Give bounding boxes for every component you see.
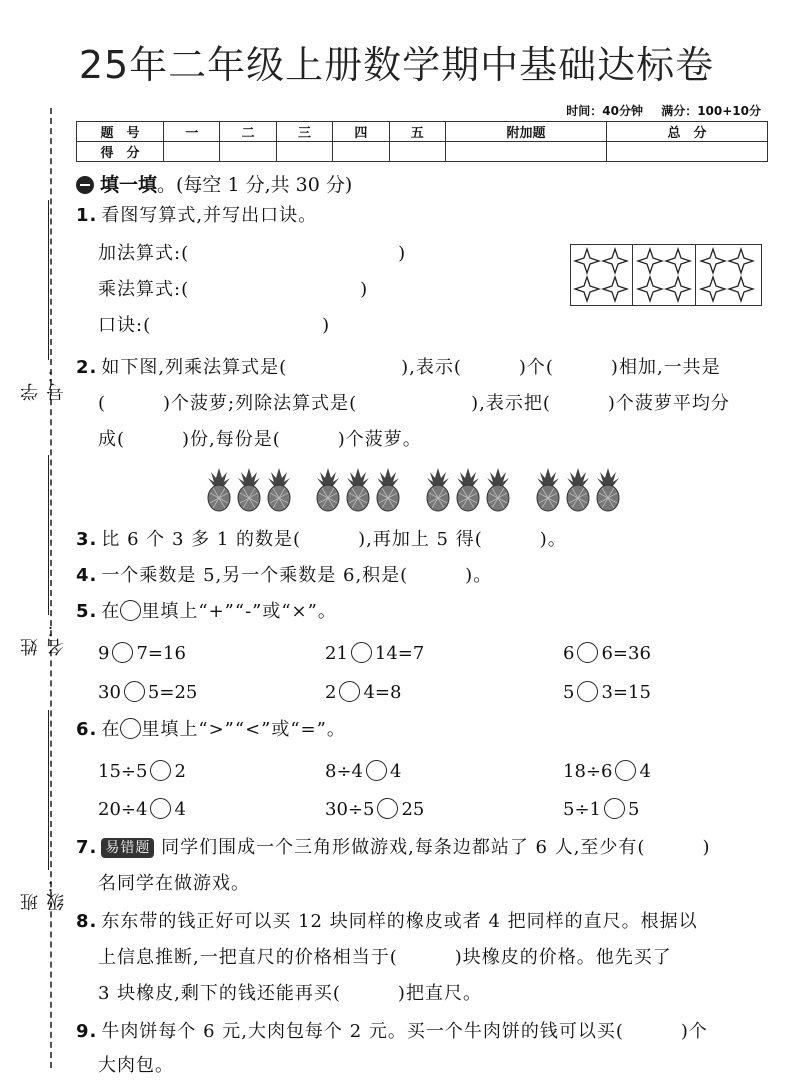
star-grid <box>570 244 762 306</box>
operand: 30 <box>98 682 121 703</box>
header-cell: 一 <box>164 122 220 142</box>
header-cell: 附加题 <box>445 122 606 142</box>
q6-item <box>563 760 651 782</box>
q5-item <box>98 642 186 664</box>
class-line <box>48 710 49 870</box>
q1-addition-line[interactable]: 加法算式:( ) <box>98 243 407 264</box>
question-3 <box>76 522 567 558</box>
question-number: 8. <box>76 911 98 932</box>
q1-multiplication-line[interactable]: 乘法算式:( ) <box>98 279 369 300</box>
pineapple-icon <box>534 466 624 514</box>
answer-circle[interactable] <box>150 798 171 819</box>
question-6 <box>76 712 346 748</box>
header-cell: 四 <box>333 122 389 142</box>
pineapple-icon <box>205 466 295 514</box>
question-number: 5. <box>76 601 98 622</box>
question-4 <box>76 558 492 594</box>
four-point-star-icon <box>634 245 696 305</box>
operand: 6 <box>563 643 575 664</box>
question-text[interactable]: 如下图,列乘法算式是( ),表示( )个( )相加,一共是 <box>101 357 721 378</box>
question-2 <box>76 350 721 386</box>
question-number: 7. <box>76 837 98 858</box>
q6-item <box>98 760 186 782</box>
q8-line-2[interactable]: 上信息推断,一把直尺的价格相当于( )块橡皮的价格。他先买了 <box>98 947 672 968</box>
operand: 4 <box>639 761 651 782</box>
score-table-score-row <box>77 142 768 162</box>
operand: 4 <box>390 761 402 782</box>
star-group <box>697 245 759 305</box>
operand: 2 <box>174 761 186 782</box>
operand: 5=25 <box>147 682 198 703</box>
question-text[interactable]: 比 6 个 3 多 1 的数是( ),再加上 5 得( )。 <box>101 529 567 550</box>
name-label: 姓名： <box>20 620 67 656</box>
question-1 <box>76 198 317 234</box>
q7-line-2: 名同学在做游戏。 <box>98 873 250 894</box>
q9-line-2: 大肉包。 <box>98 1055 174 1076</box>
score-cell[interactable] <box>445 142 606 162</box>
operand: 5 <box>628 799 640 820</box>
score-cell[interactable] <box>389 142 445 162</box>
header-cell: 二 <box>220 122 276 142</box>
section-title: 填一填 <box>100 174 158 196</box>
name-line <box>48 455 49 615</box>
time-info: 时间：40分钟 <box>566 104 643 118</box>
operand: 8÷4 <box>325 761 363 782</box>
score-row-label: 得 分 <box>77 142 164 162</box>
score-cell[interactable] <box>606 142 767 162</box>
section-number-icon <box>76 176 94 194</box>
operand: 7=16 <box>136 643 186 664</box>
four-point-star-icon <box>697 245 759 305</box>
section-heading <box>76 170 352 197</box>
pineapple-icon <box>424 466 514 514</box>
star-group <box>571 245 633 305</box>
exam-info <box>552 102 761 119</box>
q6-item <box>325 798 424 820</box>
q5-item <box>563 642 651 664</box>
operand: 15÷5 <box>98 761 148 782</box>
operand: 21 <box>325 643 348 664</box>
pineapple-icon <box>314 466 404 514</box>
student-id-line <box>48 200 49 360</box>
question-number: 1. <box>76 205 98 226</box>
score-table <box>76 121 768 162</box>
circle-icon <box>120 718 141 739</box>
q5-item <box>98 681 197 703</box>
operand: 18÷6 <box>563 761 613 782</box>
q2-line-3[interactable]: 成( )份,每份是( )个菠萝。 <box>98 429 422 450</box>
question-text-post: 里填上“>”“<”或“=”。 <box>141 719 346 740</box>
operand: 4 <box>174 799 186 820</box>
question-text-post: 里填上“+”“-”或“×”。 <box>141 601 337 622</box>
answer-circle[interactable] <box>124 681 145 702</box>
operand: 25 <box>401 799 425 820</box>
question-text-pre: 在 <box>101 601 121 622</box>
header-cell: 总 分 <box>606 122 767 142</box>
class-label: 班级： <box>20 875 67 911</box>
score-cell[interactable] <box>164 142 220 162</box>
page-title: 25年二年级上册数学期中基础达标卷 <box>78 43 715 87</box>
question-text: 东东带的钱正好可以买 12 块同样的橡皮或者 4 把同样的直尺。根据以 <box>101 911 698 932</box>
question-number: 3. <box>76 529 98 550</box>
question-5 <box>76 594 337 630</box>
pineapple-group <box>424 466 514 518</box>
operand: 5÷1 <box>563 799 601 820</box>
q6-item <box>563 798 639 820</box>
operand: 30÷5 <box>325 799 375 820</box>
answer-circle[interactable] <box>351 642 372 663</box>
operand: 14=7 <box>374 643 425 664</box>
answer-circle[interactable] <box>577 642 598 663</box>
operand: 9 <box>98 643 110 664</box>
question-text[interactable]: 牛肉饼每个 6 元,大肉包每个 2 元。买一个牛肉饼的钱可以买( )个 <box>101 1021 708 1042</box>
question-7 <box>76 830 710 866</box>
score-table-header-row <box>77 122 768 142</box>
section-note: 。(每空 1 分,共 30 分) <box>157 174 353 196</box>
q5-item <box>325 642 424 664</box>
header-cell: 五 <box>389 122 445 142</box>
pineapple-group <box>534 466 624 518</box>
question-9 <box>76 1014 708 1050</box>
question-number: 6. <box>76 719 98 740</box>
score-cell[interactable] <box>276 142 332 162</box>
answer-circle[interactable] <box>150 760 171 781</box>
student-id-label: 学号： <box>20 365 67 401</box>
question-text[interactable]: 一个乘数是 5,另一个乘数是 6,积是( )。 <box>101 565 493 586</box>
q6-item <box>98 798 186 820</box>
answer-circle[interactable] <box>112 642 133 663</box>
question-number: 9. <box>76 1021 98 1042</box>
operand: 4=8 <box>363 682 402 703</box>
operand: 20÷4 <box>98 799 148 820</box>
question-8 <box>76 904 698 940</box>
operand: 5 <box>563 682 575 703</box>
circle-icon <box>120 600 141 621</box>
pineapple-group <box>205 466 295 518</box>
binding-dashed-line <box>50 108 52 1068</box>
answer-circle[interactable] <box>366 760 387 781</box>
answer-circle[interactable] <box>339 681 360 702</box>
header-cell: 题 号 <box>77 122 164 142</box>
score-cell[interactable] <box>220 142 276 162</box>
q1-rhyme-line[interactable]: 口诀:( ) <box>98 315 331 336</box>
score-info: 满分：100+10分 <box>661 104 761 118</box>
question-number: 4. <box>76 565 98 586</box>
q5-item <box>563 681 651 703</box>
q8-line-3[interactable]: 3 块橡皮,剩下的钱还能再买( )把直尺。 <box>98 983 482 1004</box>
question-number: 2. <box>76 357 98 378</box>
q5-item <box>325 681 401 703</box>
error-prone-badge: 易错题 <box>101 838 154 858</box>
header-cell: 三 <box>276 122 332 142</box>
q2-line-2[interactable]: ( )个菠萝;列除法算式是( ),表示把( )个菠萝平均分 <box>98 393 730 414</box>
operand: 6=36 <box>601 643 651 664</box>
question-text[interactable]: 同学们围成一个三角形做游戏,每条边都站了 6 人,至少有( ) <box>154 837 711 858</box>
q6-item <box>325 760 401 782</box>
pineapple-group <box>314 466 404 518</box>
answer-circle[interactable] <box>604 798 625 819</box>
question-text: 看图写算式,并写出口诀。 <box>101 205 318 226</box>
operand: 2 <box>325 682 337 703</box>
operand: 3=15 <box>601 682 651 703</box>
star-group <box>634 245 696 305</box>
score-cell[interactable] <box>333 142 389 162</box>
four-point-star-icon <box>571 245 633 305</box>
answer-circle[interactable] <box>615 760 636 781</box>
answer-circle[interactable] <box>577 681 598 702</box>
question-text-pre: 在 <box>101 719 121 740</box>
answer-circle[interactable] <box>377 798 398 819</box>
